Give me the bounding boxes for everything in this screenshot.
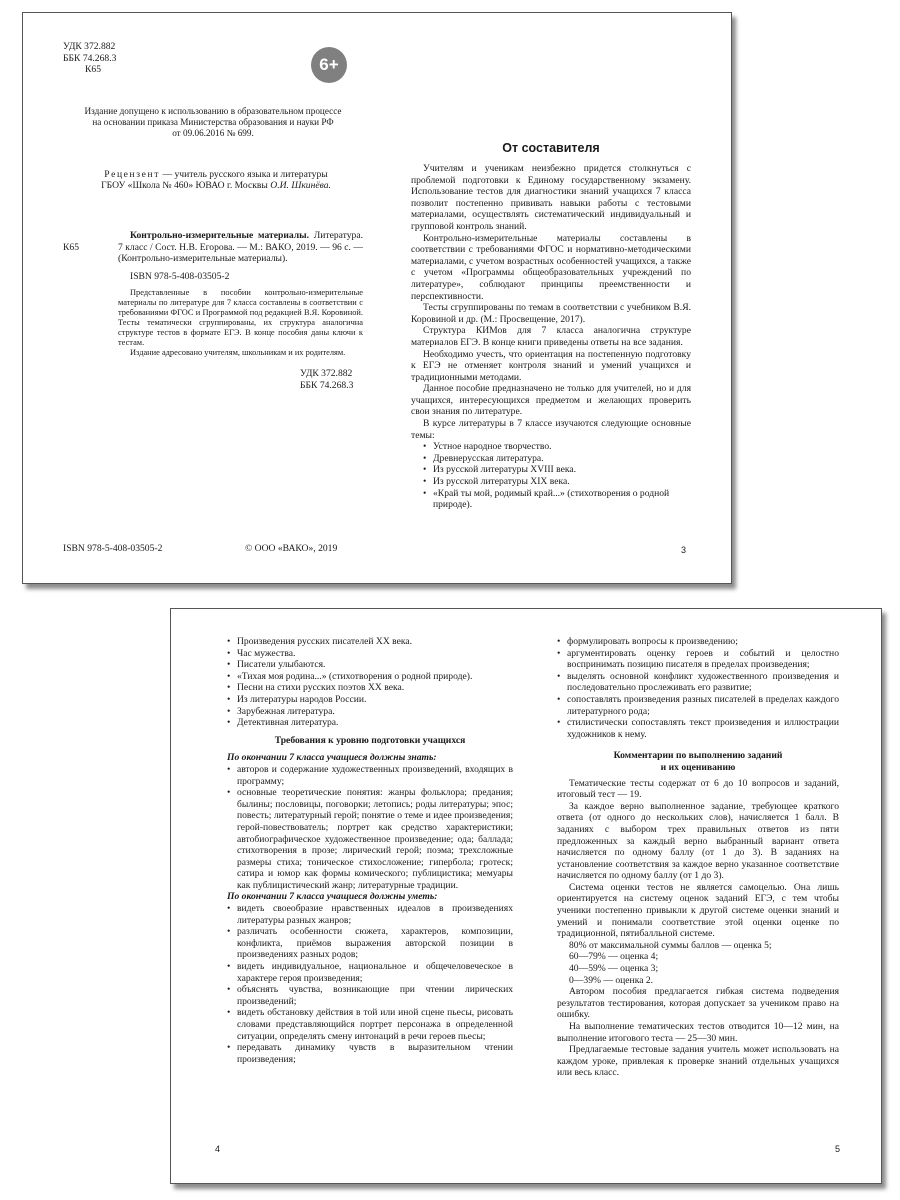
list-item: • «Край ты мой, родимый край...» (стихотворения о родной природе). bbox=[423, 488, 691, 511]
udk-bottom-block bbox=[63, 368, 363, 391]
page-number: 5 bbox=[835, 1144, 841, 1154]
list-item: • основные теоретические понятия: жанры фольклора; предания; былины; пословицы, поговорки; летопись; роды литературы; эпос; повесть; литературный герой; понятие о теме и идее произведения; герой-повествователь; портрет как средство характеристики; автобиографическое художественное произведение; ода; баллада; стихотворения в прозе; лирический герой; поэма; трехсложные размеры стиха; тоническое стихосложение; гипербола; гротеск; сатира и юмор как формы комического; публицистика; мемуары как публицистический жанр; литературные традиции. bbox=[227, 787, 513, 891]
reviewer-school: ГБОУ «Школа № 460» ЮВАО г. Москвы bbox=[101, 180, 271, 192]
list-item: • авторов и содержание художественных произведений, входящих в программу; bbox=[227, 764, 513, 787]
imprint-page bbox=[63, 41, 363, 392]
list-item: • Писатели улыбаются. bbox=[227, 659, 513, 671]
page-3 bbox=[411, 141, 691, 511]
paragraph: Предлагаемые тестовые задания учитель может использовать на каждом уроке, привлекая к проверке знаний отдельных учащихся или весь класс. bbox=[557, 1044, 839, 1079]
k65-line: К65 bbox=[85, 64, 101, 76]
page-number: 4 bbox=[215, 1144, 221, 1154]
list-item: • видеть своеобразие нравственных идеалов в произведениях литературы разных жанров; bbox=[227, 903, 513, 926]
comments-heading bbox=[557, 750, 839, 773]
list-item: • Древнерусская литература. bbox=[423, 453, 691, 465]
approval-note bbox=[63, 106, 363, 139]
biblio-description bbox=[63, 230, 363, 265]
list-item: • формулировать вопросы к произведению; bbox=[557, 636, 839, 648]
paragraph: Тесты сгруппированы по темам в соответствии с учебником В.Я. Коровиной и др. (М.: Просвещение, 2017). bbox=[411, 302, 691, 325]
topics-list bbox=[411, 441, 691, 511]
list-item: • Устное народное творчество. bbox=[423, 441, 691, 453]
list-item: • Детективная литература. bbox=[227, 717, 513, 729]
annotation: Представленные в пособии контрольно-измерительные материалы по литературе для 7 класса составлены в соответствии с требованиями ФГОС и Программой под редакцией В.Я. Коровиной. Тесты тематически сгруппированы, их структура аналогична структуре тестов в формате ЕГЭ. В конце пособия даны ключи к тестам. bbox=[118, 288, 363, 348]
list-item: • видеть индивидуальное, национальное и общечеловеческое в характере героя произведения; bbox=[227, 961, 513, 984]
list-item: • Из русской литературы XIX века. bbox=[423, 476, 691, 488]
udk-block bbox=[63, 41, 173, 76]
udk-line: УДК 372.882 bbox=[300, 368, 353, 380]
paragraph: Данное пособие предназначено не только для учителей, но и для учащихся, интересующихся предметом и желающих проверить свои знания по литературе. bbox=[411, 383, 691, 418]
bbk-line: ББК 74.268.3 bbox=[63, 52, 117, 64]
list-item: • видеть обстановку действия в той или иной сцене пьесы, рисовать словами представляющийся портрет персонажа в определенной ситуации, определять смену интонаций в речи героев пьесы; bbox=[227, 1007, 513, 1042]
udk-line: УДК 372.882 bbox=[63, 41, 116, 52]
k65-label: К65 bbox=[63, 241, 79, 253]
paragraph: Учителям и ученикам неизбежно придется столкнуться с проблемой подготовки к Единому государственному экзамену. Использование тестов для диагностики знаний учащихся 7 класса позволит постепенно прививать навыки работы с тестовыми материалами, осуществлять систематический индивидуальный и групповой контроль знаний. bbox=[411, 163, 691, 232]
can-heading: По окончании 7 класса учащиеся должны уметь: bbox=[227, 891, 438, 903]
paragraph: Система оценки тестов не является самоцелью. Она лишь ориентируется на систему оценок заданий ЕГЭ, с тем чтобы ученики постепенно привыкли к другой системе оценки знаний и умений и понимали соответствие этой оценки оценке по традиционной, пятибалльной системе. bbox=[557, 881, 839, 940]
paragraph: Тематические тесты содержат от 6 до 10 вопросов и заданий, итоговый тест — 19. bbox=[557, 777, 839, 801]
list-item: • сопоставлять произведения разных писателей в пределах каждого литературного рода; bbox=[557, 694, 839, 717]
paragraph: Необходимо учесть, что ориентация на постепенную подготовку к ЕГЭ не отменяет контроля знаний и умений учащихся и традиционными методами. bbox=[411, 348, 691, 383]
know-heading: По окончании 7 класса учащиеся должны знать: bbox=[227, 752, 437, 764]
reviewer-name: О.И. Шкинёва. bbox=[270, 180, 331, 192]
approval-line: от 09.06.2016 № 699. bbox=[172, 127, 254, 138]
grade-line: 40—59% — оценка 3; bbox=[569, 963, 659, 975]
age-rating-badge: 6+ bbox=[311, 47, 347, 83]
paragraph: Структура КИМов для 7 класса аналогична структуре материалов ЕГЭ. В конце книги приведены ответы на все задания. bbox=[411, 325, 691, 348]
list-item: • аргументировать оценку героев и событий и целостно воспринимать позицию писателя в пределах произведения; bbox=[557, 648, 839, 671]
page-5 bbox=[557, 636, 839, 1079]
page-number: 3 bbox=[681, 545, 687, 555]
approval-line: на основании приказа Министерства образования и науки РФ bbox=[92, 116, 334, 127]
reviewer-text: — учитель русского языка и литературы bbox=[160, 168, 328, 180]
know-list bbox=[227, 764, 513, 892]
biblio-rest: Литература. 7 класс / Сост. Н.В. Егорова. — М.: ВАКО, 2019. — 96 с. — (Контрольно-измерительные материалы). bbox=[118, 229, 363, 265]
reviewer-label: Рецензент bbox=[104, 168, 161, 180]
list-item: • Зарубежная литература. bbox=[227, 706, 513, 718]
list-item: • различать особенности сюжета, характеров, композиции, конфликта, приёмов выражения авторской позиции в произведениях разных родов; bbox=[227, 926, 513, 961]
list-item: • объяснять чувства, возникающие при чтении лирических произведений; bbox=[227, 984, 513, 1007]
can-list bbox=[227, 903, 513, 1065]
can-list-continued bbox=[557, 636, 839, 740]
list-item: • выделять основной конфликт художественного произведения и последовательно прослеживать его развитие; bbox=[557, 671, 839, 694]
list-item: • Произведения русских писателей XX века. bbox=[227, 636, 513, 648]
page-4 bbox=[227, 636, 513, 1065]
comments-heading-line: и их оцениванию bbox=[660, 761, 736, 773]
comments-heading-line: Комментарии по выполнению заданий bbox=[613, 750, 783, 762]
paragraph: За каждое верно выполненное задание, требующее краткого ответа (от одного до нескольких слов), начисляется 1 балл. В заданиях с выбором трех правильных ответов из пяти предложенных за каждый верно выбранный вариант ответа начисляется по одному баллу (от 1 до 3). В заданиях на установление соответствия за каждое верно указанное соответствие начисляется по одному баллу (от 1 до 3). bbox=[557, 800, 839, 882]
book-spread-bottom bbox=[170, 608, 882, 1184]
list-item: • Из литературы народов России. bbox=[227, 694, 513, 706]
paragraph: Автором пособия предлагается гибкая система подведения результатов тестирования, которая допускает за учеником право на ошибку. bbox=[557, 986, 839, 1021]
reviewer-block bbox=[63, 169, 363, 192]
paragraph: Контрольно-измерительные материалы составлены в соответствии с требованиями ФГОС и нормативно-методическими материалами, с учетом возрастных особенностей учащихся, а также с учетом «Программы общеобразовательных учреждений по литературе», соблюдают принципы преемственности и перспективности. bbox=[411, 232, 691, 302]
list-item: • передавать динамику чувств в выразительном чтении произведения; bbox=[227, 1042, 513, 1065]
page-heading: От составителя bbox=[502, 141, 600, 155]
list-item: • «Тихая моя родина...» (стихотворения о родной природе). bbox=[227, 671, 513, 683]
list-item: • Час мужества. bbox=[227, 648, 513, 660]
topics-list-continued bbox=[227, 636, 513, 729]
biblio-record bbox=[63, 230, 363, 392]
grading-scale bbox=[557, 940, 839, 986]
list-item: • Песни на стихи русских поэтов XX века. bbox=[227, 682, 513, 694]
list-item: • стилистически сопоставлять текст произведения и иллюстрации художников к нему. bbox=[557, 717, 839, 740]
book-spread-top bbox=[22, 12, 732, 584]
approval-line: Издание допущено к использованию в образовательном процессе bbox=[84, 105, 342, 116]
grade-line: 60—79% — оценка 4; bbox=[569, 951, 659, 963]
requirements-heading: Требования к уровню подготовки учащихся bbox=[274, 734, 466, 746]
bbk-line: ББК 74.268.3 bbox=[300, 379, 354, 391]
footer-isbn: ISBN 978-5-408-03505-2 bbox=[63, 543, 163, 554]
list-item: • Из русской литературы XVIII века. bbox=[423, 464, 691, 476]
grade-line: 80% от максимальной суммы баллов — оценка 5; bbox=[569, 939, 772, 951]
footer-copyright: © ООО «ВАКО», 2019 bbox=[245, 543, 338, 554]
paragraph: В курсе литературы в 7 классе изучаются следующие основные темы: bbox=[411, 418, 691, 441]
isbn-line: ISBN 978-5-408-03505-2 bbox=[130, 270, 230, 282]
audience-note: Издание адресовано учителям, школьникам и их родителям. bbox=[130, 348, 346, 358]
paragraph: На выполнение тематических тестов отводится 10—12 мин, на выполнение итогового теста — 25—30 мин. bbox=[557, 1021, 839, 1044]
biblio-title: Контрольно-измерительные материалы. bbox=[130, 229, 309, 241]
grade-line: 0—39% — оценка 2. bbox=[569, 974, 654, 986]
